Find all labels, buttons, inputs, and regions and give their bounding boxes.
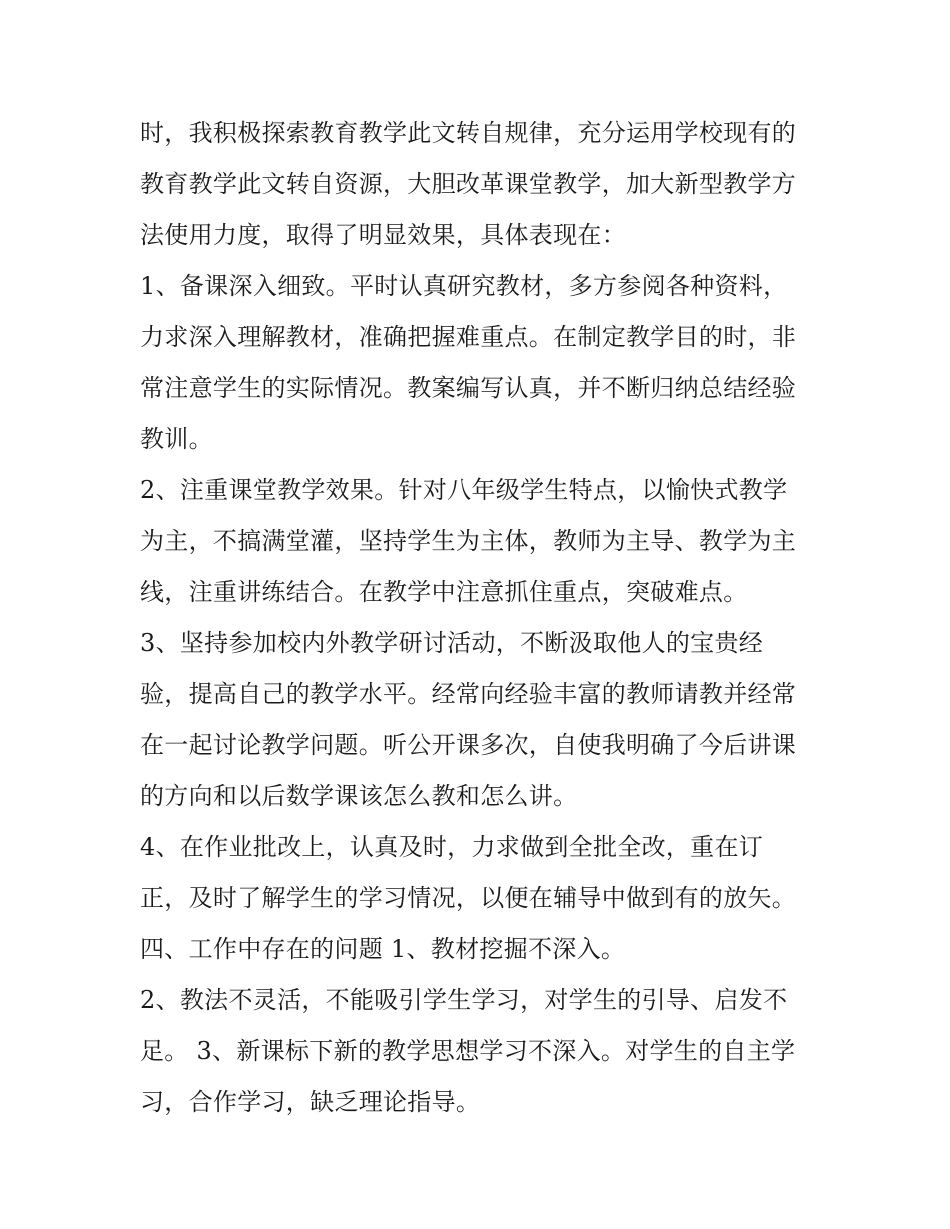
text-line: 足。 3、新课标下新的教学思想学习不深入。对学生的自主学: [140, 1037, 796, 1065]
text-line: 的方向和以后数学课该怎么教和怎么讲。: [140, 782, 578, 810]
text-line: 习，合作学习，缺乏理论指导。: [140, 1088, 481, 1116]
text-line: 常注意学生的实际情况。教案编写认真，并不断归纳总结经验: [140, 374, 797, 402]
text-line: 力求深入理解教材，准确把握难重点。在制定教学目的时，非: [140, 323, 797, 351]
text-line: 3、坚持参加校内外教学研讨活动，不断汲取他人的宝贵经: [140, 629, 764, 657]
text-line: 线，注重讲练结合。在教学中注意抓住重点，突破难点。: [140, 578, 748, 606]
text-line: 在一起讨论教学问题。听公开课多次，自使我明确了今后讲课: [140, 731, 797, 759]
text-line: 4、在作业批改上，认真及时，力求做到全批全改，重在订: [140, 833, 764, 861]
text-line: 时，我积极探索教育教学此文转自规律，充分运用学校现有的: [140, 119, 797, 147]
text-line: 验，提高自己的教学水平。经常向经验丰富的教师请教并经常: [140, 680, 797, 708]
text-line: 为主，不搞满堂灌，坚持学生为主体，教师为主导、教学为主: [140, 527, 797, 555]
body-text: [140, 108, 830, 1128]
text-line: 教育教学此文转自资源，大胆改革课堂教学，加大新型教学方: [140, 170, 797, 198]
text-line: 1、备课深入细致。平时认真研究教材，多方参阅各种资料，: [140, 272, 788, 300]
text-line: 2、教法不灵活，不能吸引学生学习，对学生的引导、启发不: [140, 986, 788, 1014]
text-line: 法使用力度，取得了明显效果，具体表现在：: [140, 221, 626, 249]
text-line: 2、注重课堂教学效果。针对八年级学生特点，以愉快式教学: [140, 476, 788, 504]
text-line: 正，及时了解学生的学习情况，以便在辅导中做到有的放矢。: [140, 884, 797, 912]
text-line: 四、工作中存在的问题 1、教材挖掘不深入。: [140, 935, 626, 963]
text-line: 教训。: [140, 425, 213, 453]
